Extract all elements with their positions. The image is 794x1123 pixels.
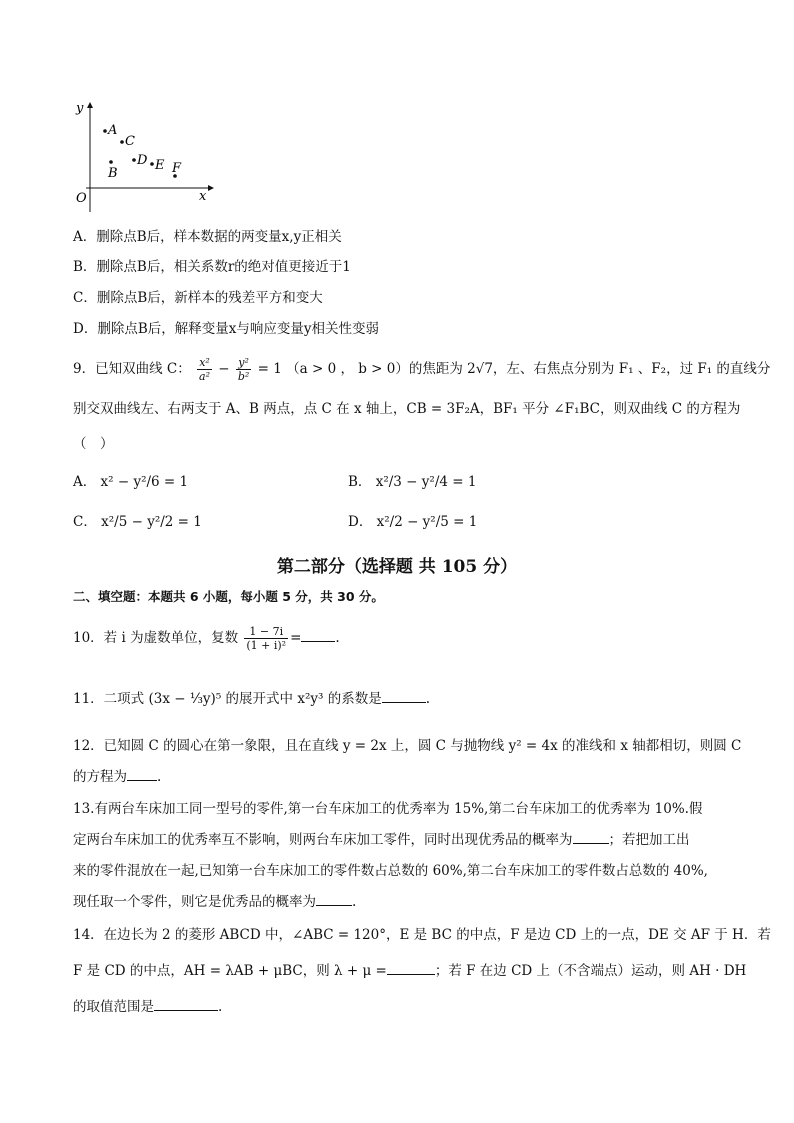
q8-option-d (73, 319, 379, 339)
fill-in-note: 二、填空题：本题共 6 小题，每小题 5 分，共 30 分。 (73, 589, 384, 604)
option-letter: D． (73, 321, 98, 337)
y-axis-label: y (76, 101, 84, 116)
q14-text: F 是 CD 的中点， (73, 963, 184, 979)
q11-expression: (3x − ⅓y)⁵ (148, 691, 222, 707)
q13-text: 定两台车床加工的优秀率互不影响，则两台车床加工零件，同时出现优秀品的概率为 (73, 832, 573, 848)
point-a (103, 129, 107, 133)
scatter-graph (68, 98, 218, 218)
point-c-label: C (125, 134, 135, 149)
q12-label: 的方程为 (73, 769, 127, 785)
q9-bracket: （ ） (73, 436, 114, 452)
option-equation: x² − y²/6 = 1 (100, 474, 189, 490)
point-f-label: F (172, 161, 182, 176)
q13-text: 现任取一个零件，则它是优秀品的概率为 (73, 894, 316, 910)
option-text: 删除点B后，相关系数r的绝对值更接近于1 (96, 259, 351, 275)
option-equation: x²/5 − y²/2 = 1 (101, 514, 202, 530)
q8-option-b (73, 257, 351, 277)
q13-line-1: 13.有两台车床加工同一型号的零件,第一台车床加工的优秀率为 15%,第二台车床加工的优秀率为 10%.假 (73, 801, 703, 817)
q9-option-b (348, 472, 476, 492)
origin-label: O (76, 191, 87, 206)
q9-option-d (348, 512, 477, 532)
option-equation: x²/2 − y²/5 = 1 (376, 514, 478, 530)
q13-end: . (352, 894, 357, 910)
q14-answer-blank-1[interactable] (387, 974, 435, 975)
q14-text: ；若 F 在边 CD 上（不含端点）运动，则 AH · DH (434, 963, 747, 979)
point-e-label: E (155, 158, 165, 173)
y-axis-arrow (87, 102, 93, 108)
q14-end: . (218, 999, 223, 1015)
hyperbola-fraction-x: $\frac{\text{x²}}{\text{a²}}$ (199, 356, 210, 383)
q14-answer-blank-2[interactable] (154, 1010, 218, 1011)
q10-equals: = (290, 630, 302, 646)
q14-line-2 (73, 961, 746, 981)
point-b-label: B (108, 166, 118, 181)
q13-answer-blank-1[interactable] (573, 843, 609, 844)
q14-line-1: 14．在边长为 2 的菱形 ABCD 中，∠ABC = 120°，E 是 BC 的中点，F 是边 CD 上的一点，DE 交 AF 于 H．若 (73, 927, 771, 943)
option-text: 删除点B后，解释变量x与响应变量y相关性变弱 (97, 321, 379, 337)
q9-line-1: 9．已知双曲线 C： $\frac{\text{x²}}{\text{a²}}$ − $\frac{\text{y²}}{\text{b²}}$ = 1 （a > 0 ， b > 0）的焦距为 2√7，左、右焦点分别为 F₁ 、F₂，过 F₁ 的直线分 (73, 356, 771, 383)
q11-middle: 的展开式中 x²y³ 的系数是 (225, 691, 382, 707)
q10-denominator: (1 + i)² (246, 639, 287, 652)
point-b (109, 160, 113, 164)
q13-answer-blank-2[interactable] (316, 905, 352, 906)
q11 (73, 689, 430, 709)
q10-answer-blank[interactable] (301, 641, 335, 642)
option-letter: D． (348, 514, 373, 530)
option-letter: C． (73, 290, 97, 306)
option-letter: A． (73, 229, 97, 245)
q12-end: . (157, 769, 162, 785)
q12-line-2 (73, 767, 161, 787)
x-axis-arrow (208, 185, 214, 191)
q13-line-4 (73, 892, 356, 912)
q8-option-c (73, 288, 323, 308)
q13-line-2 (73, 830, 690, 850)
q13-text: ；若把加工出 (608, 832, 690, 848)
option-text: 删除点B后，样本数据的两变量x,y正相关 (96, 229, 342, 245)
q10-fraction (244, 625, 288, 652)
q14-vector-equation: AH = λAB + μBC，则 λ + μ = (183, 963, 387, 979)
q9-line-2: 别交双曲线左、右两支于 A、B 两点，点 C 在 x 轴上，CB = 3F₂A，BF₁ 平分 ∠F₁BC，则双曲线 C 的方程为 (73, 401, 741, 417)
point-e (150, 162, 154, 166)
q10-prefix: 10．若 i 为虚数单位，复数 (73, 630, 239, 646)
q11-prefix: 11．二项式 (73, 691, 145, 707)
q10-numerator: 1 − 7i (244, 625, 288, 639)
option-letter: B． (73, 259, 97, 275)
q9-prefix: 9．已知双曲线 C： (73, 361, 191, 377)
option-letter: A． (73, 474, 97, 490)
q8-option-a (73, 227, 342, 247)
x-axis-label: x (199, 189, 207, 204)
option-equation: x²/3 − y²/4 = 1 (375, 474, 477, 490)
point-a-label: A (108, 123, 118, 138)
option-text: 删除点B后，新样本的残差平方和变大 (96, 290, 323, 306)
point-d (132, 158, 136, 162)
section-title: 第二部分（选择题 共 105 分） (276, 557, 518, 577)
hyperbola-fraction-y: $\frac{\text{y²}}{\text{b²}}$ (237, 356, 250, 383)
q14-line-3 (73, 997, 222, 1017)
q9-option-a (73, 472, 188, 492)
q12-answer-blank[interactable] (127, 780, 157, 781)
option-letter: C． (73, 514, 97, 530)
q13-line-3: 来的零件混放在一起,已知第一台车床加工的零件数占总数的 60%,第二台车床加工的零件数占总数的 40%, (73, 863, 708, 879)
q11-answer-blank[interactable] (382, 702, 426, 703)
option-letter: B． (348, 474, 372, 490)
q10 (73, 625, 340, 652)
q12-line-1: 12．已知圆 C 的圆心在第一象限，且在直线 y = 2x 上，圆 C 与抛物线 y² = 4x 的准线和 x 轴都相切，则圆 C (73, 738, 742, 754)
q10-end: . (335, 630, 340, 646)
q11-end: . (425, 691, 430, 707)
q9-option-c (73, 512, 202, 532)
q14-text: 的取值范围是 (73, 999, 154, 1015)
q9-condition: （a > 0 ， b > 0）的焦距为 2√7，左、右焦点分别为 F₁ 、F₂，过 F₁ 的直线分 (286, 361, 771, 377)
point-c (120, 140, 124, 144)
point-d-label: D (137, 153, 148, 168)
